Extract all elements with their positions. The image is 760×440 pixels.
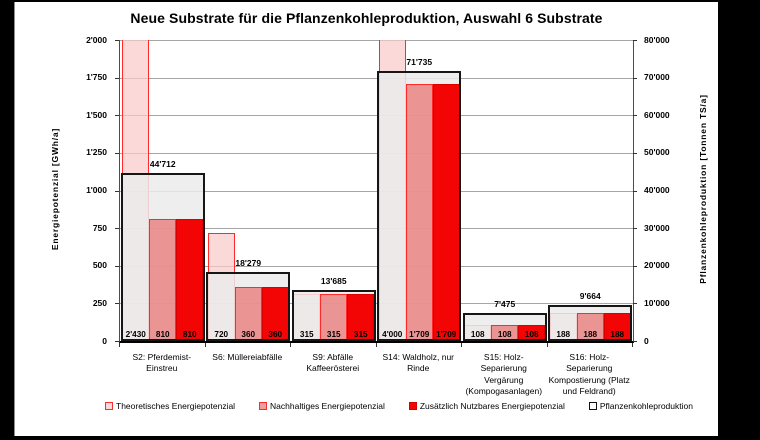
additional-swatch-icon <box>409 402 417 410</box>
pfc-swatch-icon <box>589 402 597 410</box>
right-axis-tick-label: 80'000 <box>644 34 670 45</box>
left-axis-tickmark <box>115 191 119 192</box>
bar-group-5 <box>462 40 548 341</box>
bar-group-1 <box>120 40 206 341</box>
bar-value-label: 188 <box>556 330 571 339</box>
left-axis-tick-label: 1'750 <box>86 72 107 83</box>
right-axis-tick-label: 10'000 <box>644 297 670 308</box>
left-axis-title: Energiepotenzial [GWh/a] <box>50 127 60 251</box>
category-label: S6: Müllereiabfälle <box>212 352 283 362</box>
category-axis <box>119 352 632 398</box>
right-axis-tickmark <box>633 153 637 154</box>
right-axis-tickmark <box>633 40 637 41</box>
right-axis-tick-label: 60'000 <box>644 109 670 120</box>
x-axis-tickmark <box>290 343 291 347</box>
bar-value-label: 108 <box>470 330 485 339</box>
right-axis-tickmark <box>633 78 637 79</box>
bar-value-label: 315 <box>353 330 368 339</box>
left-axis-tick-label: 0 <box>102 335 107 346</box>
right-axis-tickmark <box>633 266 637 267</box>
plot-area <box>119 40 634 343</box>
pflanzenkohleproduktion-value-label: 18'279 <box>235 258 262 269</box>
bar-value-label: 315 <box>326 330 341 339</box>
legend-label: Theoretisches Energiepotenzial <box>116 401 236 411</box>
left-axis-tickmark <box>115 78 119 79</box>
category-label: S9: Abfälle Kaffeerösterei <box>306 352 360 374</box>
chart-title: Neue Substrate für die Pflanzenkohleproduktion, Auswahl 6 Substrate <box>130 10 603 26</box>
right-axis-tickmark <box>633 191 637 192</box>
legend-item-theoretical <box>105 401 235 411</box>
right-axis-tick-label: 0 <box>644 335 649 346</box>
left-axis-tick-label: 500 <box>92 260 107 271</box>
legend-item-pfc <box>589 401 693 411</box>
bar-group-2 <box>206 40 292 341</box>
bar-value-label: 810 <box>155 330 170 339</box>
legend-label: Nachhaltiges Energiepotenzial <box>270 401 385 411</box>
bar-group-6 <box>548 40 634 341</box>
pflanzenkohleproduktion-value-label: 7'475 <box>494 298 516 309</box>
category-label: S16: Holz-Separierung Kompostierung (Platz und Feldrand) <box>548 352 630 397</box>
bar-value-label: 108 <box>497 330 512 339</box>
sustainable-swatch-icon <box>259 402 267 410</box>
right-axis-tickmark <box>633 115 637 116</box>
bar-group-3 <box>291 40 377 341</box>
left-axis-tick-label: 750 <box>92 222 107 233</box>
right-axis-tick-label: 30'000 <box>644 222 670 233</box>
pflanzenkohleproduktion-value-label: 13'685 <box>320 275 347 286</box>
pflanzenkohleproduktion-value-label: 9'664 <box>579 290 601 301</box>
right-axis-title: Pflanzenkohleproduktion [Tonnen TS/a] <box>698 94 708 284</box>
x-axis-tickmark <box>119 343 120 347</box>
left-axis-tick-label: 1'500 <box>86 109 107 120</box>
left-axis-tickmark <box>115 153 119 154</box>
left-axis-tickmark <box>115 266 119 267</box>
pflanzenkohleproduktion-outline <box>377 71 461 341</box>
left-axis-tickmark <box>115 40 119 41</box>
bar-value-label: 188 <box>583 330 598 339</box>
pflanzenkohleproduktion-outline <box>121 173 205 341</box>
right-axis-tickmark <box>633 228 637 229</box>
x-axis-tickmark <box>547 343 548 347</box>
pflanzenkohleproduktion-value-label: 71'735 <box>406 57 433 68</box>
bar-value-label: 1'709 <box>409 330 430 339</box>
right-axis-tickmark <box>633 303 637 304</box>
bar-value-label: 315 <box>299 330 314 339</box>
right-axis-tick-label: 20'000 <box>644 260 670 271</box>
legend <box>105 401 693 411</box>
bar-value-label: 2'430 <box>125 330 146 339</box>
left-axis-tickmark <box>115 228 119 229</box>
right-axis-tick-label: 70'000 <box>644 72 670 83</box>
theoretical-swatch-icon <box>105 402 113 410</box>
bar-value-label: 360 <box>268 330 283 339</box>
x-axis-tickmark <box>376 343 377 347</box>
right-axis-tick-label: 40'000 <box>644 185 670 195</box>
left-axis-tick-label: 1'000 <box>86 185 107 195</box>
category-label: S15: Holz-Separierung Vergärung (Kompogasanlagen) <box>465 352 543 397</box>
bar-value-label: 108 <box>524 330 539 339</box>
bar-value-label: 810 <box>182 330 197 339</box>
category-label: S14: Waldholz, nur Rinde <box>382 352 454 374</box>
bar-value-label: 188 <box>610 330 625 339</box>
category-label: S2: Pferdemist- Einstreu <box>132 352 192 374</box>
left-axis-tick-label: 1'250 <box>86 147 107 158</box>
left-axis-tick-label: 250 <box>92 297 107 308</box>
right-axis-tickmark <box>633 341 637 342</box>
left-axis-tickmark <box>115 115 119 116</box>
bar-value-label: 4'000 <box>382 330 403 339</box>
x-axis-tickmark <box>461 343 462 347</box>
bar-value-label: 360 <box>241 330 256 339</box>
bar-value-label: 1'709 <box>436 330 457 339</box>
chart-panel <box>14 2 718 436</box>
left-axis-tickmark <box>115 341 119 342</box>
bar-group-4 <box>377 40 463 341</box>
x-axis-tickmark <box>632 343 633 347</box>
bar-value-label: 720 <box>214 330 229 339</box>
legend-label: Zusätzlich Nutzbares Energiepotenzial <box>419 401 565 411</box>
left-axis-tickmark <box>115 303 119 304</box>
legend-item-additional <box>409 401 565 411</box>
legend-label: Pflanzenkohleproduktion <box>599 401 693 411</box>
x-axis-tickmark <box>205 343 206 347</box>
right-axis-tick-label: 50'000 <box>644 147 670 158</box>
pflanzenkohleproduktion-value-label: 44'712 <box>149 158 176 169</box>
legend-item-sustainable <box>259 401 385 411</box>
left-axis-tick-label: 2'000 <box>86 34 107 45</box>
